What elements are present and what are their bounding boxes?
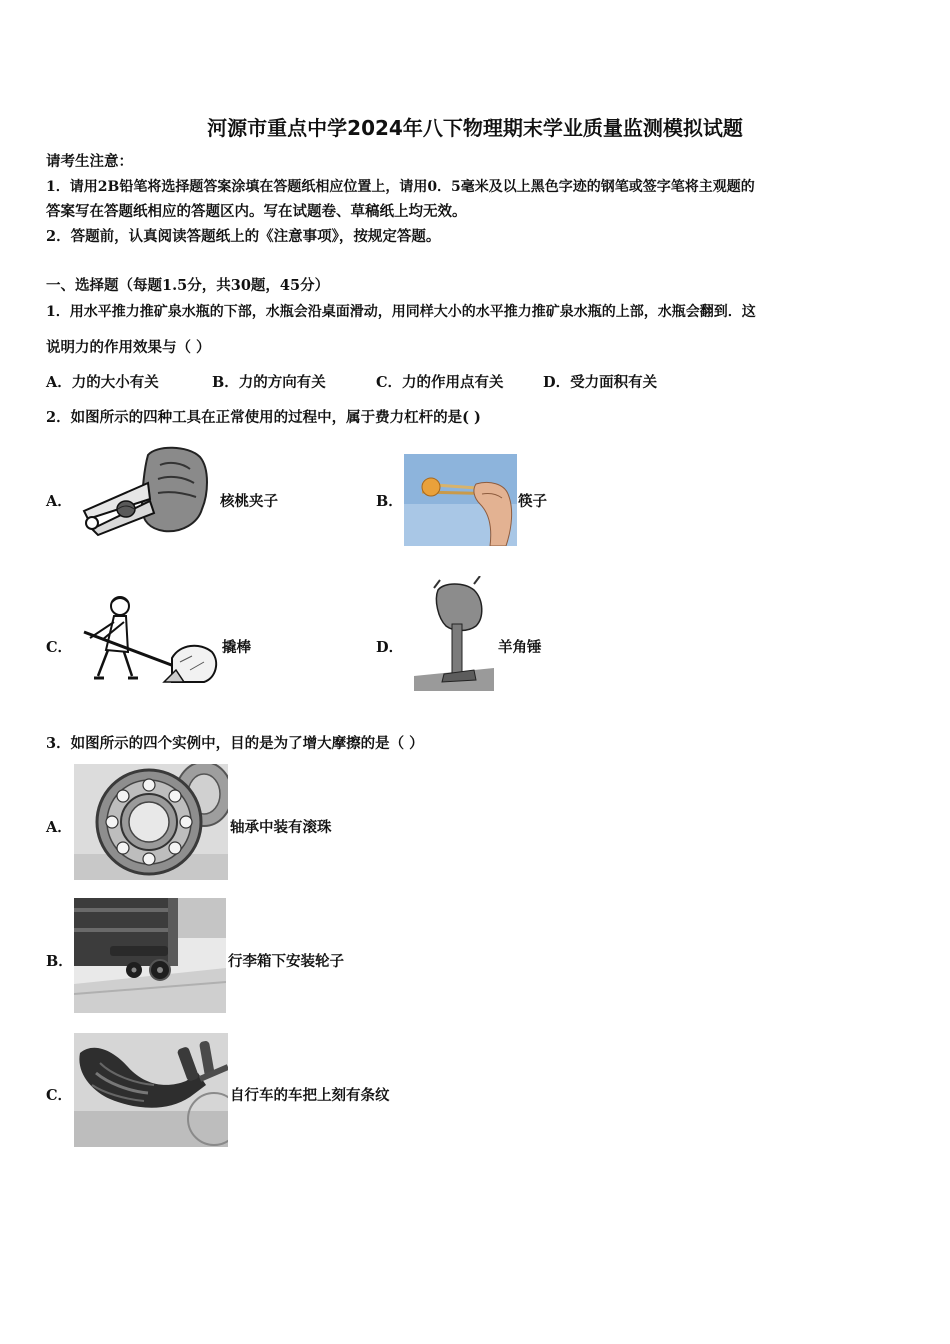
- q2-option-c-letter[interactable]: C．: [46, 639, 73, 656]
- q1-option-c[interactable]: [376, 373, 504, 393]
- q1-line2: 说明力的作用效果与（ ）: [46, 339, 211, 356]
- q3-option-c-letter[interactable]: C．: [46, 1087, 73, 1104]
- q2-stem: 2．如图所示的四种工具在正常使用的过程中，属于费力杠杆的是( ): [46, 409, 481, 426]
- q1-option-a-letter: A．: [46, 374, 72, 391]
- page-title: 河源市重点中学2024年八下物理期末学业质量监测模拟试题: [207, 116, 743, 140]
- q1-option-d-letter: D．: [543, 374, 571, 391]
- q2-option-a-letter[interactable]: A．: [46, 493, 72, 510]
- notice-item2: 2．答题前，认真阅读答题纸上的《注意事项》，按规定答题。: [46, 228, 441, 245]
- q2-option-a-text: 核桃夹子: [220, 493, 278, 510]
- q2-option-b-letter[interactable]: B．: [376, 493, 403, 510]
- luggage-wheels-image: [74, 898, 226, 1013]
- q3-option-c-text: 自行车的车把上刻有条纹: [230, 1087, 390, 1104]
- q3-option-a-letter[interactable]: A．: [46, 819, 72, 836]
- q3-stem: 3．如图所示的四个实例中，目的是为了增大摩擦的是（ ）: [46, 735, 424, 752]
- bicycle-grip-image: [74, 1033, 228, 1147]
- q1-option-b[interactable]: [212, 373, 326, 393]
- ball-bearing-image: [74, 764, 228, 880]
- claw-hammer-image: [414, 576, 494, 691]
- q1-line1: 1．用水平推力推矿泉水瓶的下部，水瓶会沿桌面滑动，用同样大小的水平推力推矿泉水瓶的上部，水瓶会翻到．这: [46, 304, 756, 320]
- q2-option-d-letter[interactable]: D．: [376, 639, 404, 656]
- section1-heading: 一、选择题（每题1.5分，共30题，45分）: [46, 277, 330, 294]
- chopsticks-image: [404, 454, 517, 546]
- walnut-cracker-image: [78, 443, 218, 538]
- q1-option-b-text: 力的方向有关: [238, 374, 326, 391]
- q1-option-a-text: 力的大小有关: [71, 374, 159, 391]
- notice-item1-line1: 1．请用2B铅笔将选择题答案涂填在答题纸相应位置上，请用0．5毫米及以上黑色字迹的钢笔或签字笔将主观题的: [46, 179, 755, 195]
- crowbar-image: [80, 592, 220, 687]
- q1-option-a[interactable]: [46, 373, 159, 393]
- q1-option-d-text: 受力面积有关: [570, 374, 658, 391]
- q1-option-c-text: 力的作用点有关: [402, 374, 504, 391]
- q2-option-c-text: 撬棒: [222, 639, 251, 656]
- q3-option-b-text: 行李箱下安装轮子: [228, 953, 344, 970]
- q1-option-b-letter: B．: [212, 374, 239, 391]
- q1-option-d[interactable]: [543, 373, 657, 393]
- q3-option-b-letter[interactable]: B．: [46, 953, 73, 970]
- notice-heading: 请考生注意：: [46, 153, 133, 170]
- q2-option-d-text: 羊角锤: [498, 639, 542, 656]
- q2-option-b-text: 筷子: [518, 493, 547, 510]
- q3-option-a-text: 轴承中装有滚珠: [230, 819, 332, 836]
- notice-item1-line2: 答案写在答题纸相应的答题区内。写在试题卷、草稿纸上均无效。: [46, 203, 467, 220]
- q1-option-c-letter: C．: [376, 374, 403, 391]
